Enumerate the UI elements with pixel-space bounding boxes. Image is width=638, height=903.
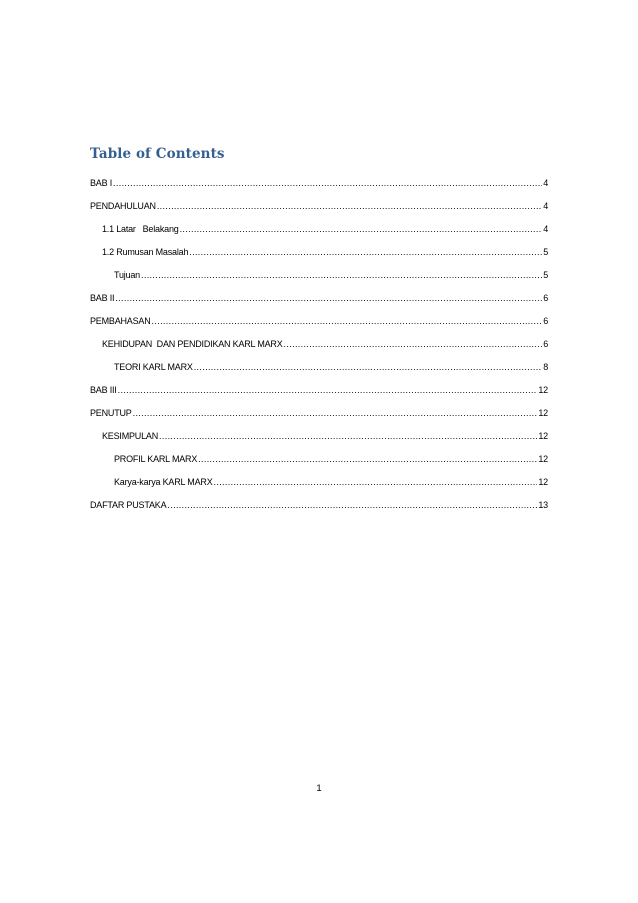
toc-entry[interactable] [90,419,548,442]
toc-entry[interactable] [90,396,548,419]
toc-dot-leader [159,431,537,442]
toc-entry-page: 12 [538,454,548,464]
toc-entry[interactable] [90,166,548,189]
toc-entry-text: KESIMPULAN [102,431,159,441]
toc-entry-page: 6 [543,316,548,326]
toc-entry[interactable] [90,235,548,258]
toc-entry[interactable] [90,281,548,304]
toc-entry-page: 12 [538,408,548,418]
toc-entry-text: BAB III [90,385,117,395]
toc-dot-leader [198,454,537,465]
toc-entry-text: 1.2 Rumusan Masalah [102,247,189,257]
toc-entry-page: 4 [543,201,548,211]
toc-entry[interactable] [90,304,548,327]
toc-dot-leader [189,247,542,258]
toc-entry-page: 13 [538,500,548,510]
toc-entry[interactable] [90,189,548,212]
toc-dot-leader [113,178,542,189]
toc-entry-text: KEHIDUPAN DAN PENDIDIKAN KARL MARX [102,339,283,349]
toc-dot-leader [141,270,542,281]
toc-entry-text: DAFTAR PUSTAKA [90,500,167,510]
toc-entry-page: 8 [543,362,548,372]
toc-dot-leader [133,408,538,419]
toc-entry-text: PENUTUP [90,408,132,418]
toc-entry-text: TEORI KARL MARX [114,362,193,372]
toc-title: Table of Contents [90,146,225,162]
toc-entry[interactable] [90,258,548,281]
toc-dot-leader [118,385,538,396]
toc-entry-text: Tujuan [114,270,140,280]
toc-entry[interactable] [90,465,548,488]
toc-entry-page: 12 [538,431,548,441]
toc-dot-leader [167,500,537,511]
toc-entry[interactable] [90,327,548,350]
toc-dot-leader [115,293,542,304]
toc-entry[interactable] [90,373,548,396]
toc-entry-page: 4 [543,224,548,234]
toc-entry-text: BAB I [90,178,113,188]
toc-dot-leader [152,316,543,327]
toc-dot-leader [214,477,538,488]
toc-entry-page: 6 [543,339,548,349]
toc-entry-page: 12 [538,477,548,487]
toc-entry-text: Karya-karya KARL MARX [114,477,213,487]
toc-entry-page: 12 [538,385,548,395]
toc-entry-page: 5 [543,247,548,257]
toc-entry-text: PENDAHULUAN [90,201,156,211]
toc-entry-page: 6 [543,293,548,303]
toc-dot-leader [180,224,543,235]
toc-entry-page: 5 [543,270,548,280]
toc-dot-leader [194,362,543,373]
toc-entry-text: PEMBAHASAN [90,316,151,326]
page-number: 1 [316,783,322,794]
toc-entry[interactable] [90,212,548,235]
toc-entry-page: 4 [543,178,548,188]
toc-dot-leader [284,339,543,350]
toc-entry-text: BAB II [90,293,115,303]
toc-dot-leader [157,201,542,212]
toc-entry-text: PROFIL KARL MARX [114,454,198,464]
toc-entry[interactable] [90,442,548,465]
toc-entry-text: 1.1 Latar Belakang [102,224,179,234]
toc-list [90,166,548,511]
toc-entry[interactable] [90,350,548,373]
toc-entry[interactable] [90,488,548,511]
